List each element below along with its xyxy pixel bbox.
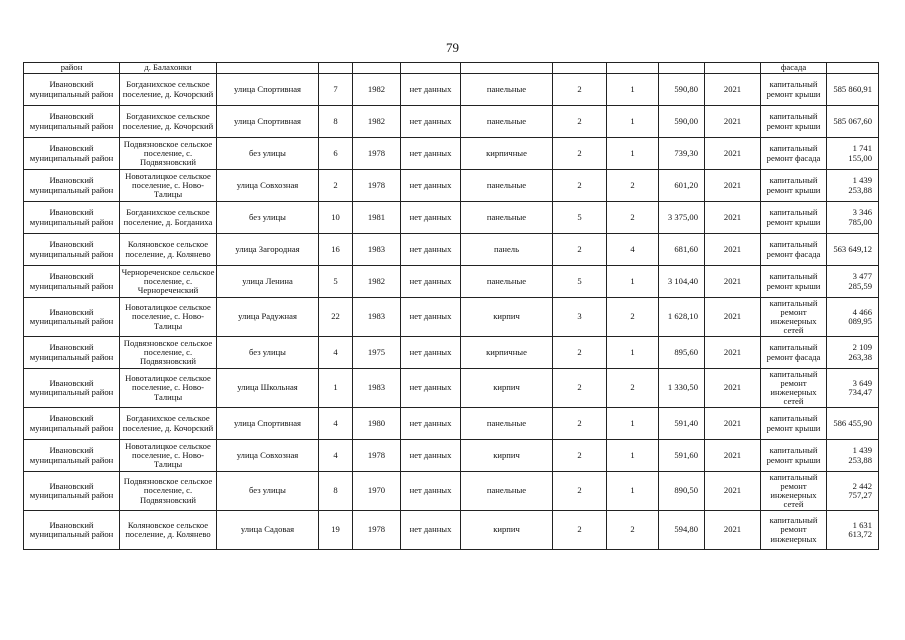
cell-cost: 3 649 734,47 (827, 369, 879, 408)
cell-entrances: 2 (607, 369, 659, 408)
cell-floors: 2 (553, 106, 607, 138)
cell-info: нет данных (401, 337, 461, 369)
cell-house-number: 4 (319, 408, 353, 440)
cell-entrances: 2 (607, 511, 659, 550)
cell-build-year: 1983 (353, 234, 401, 266)
cell-area: 895,60 (659, 337, 705, 369)
cell-settlement: Богданихское сельское поселение, д. Кочорский (120, 74, 217, 106)
cell-settlement: Коляновское сельское поселение, д. Колянево (120, 234, 217, 266)
cell-wall-material: панельные (461, 472, 553, 511)
cell-area: 590,00 (659, 106, 705, 138)
cell-info: нет данных (401, 298, 461, 337)
cell-area: 591,40 (659, 408, 705, 440)
cell-work-type: капитальный ремонт крыши (761, 440, 827, 472)
cell-plan-year: 2021 (705, 234, 761, 266)
cell-entrances: 1 (607, 337, 659, 369)
cell-wall-material: панельные (461, 106, 553, 138)
cell-wall-material: кирпичные (461, 138, 553, 170)
cell-wall-material: панельные (461, 202, 553, 234)
cell-house-number: 4 (319, 337, 353, 369)
cell-cost: 2 109 263,38 (827, 337, 879, 369)
cell-district: Ивановский муниципальный район (24, 74, 120, 106)
cell-entrances: 1 (607, 472, 659, 511)
cell-work-type: капитальный ремонт фасада (761, 337, 827, 369)
cell-plan-year: 2021 (705, 74, 761, 106)
cell-house-number: 8 (319, 106, 353, 138)
cell-wall-material: панель (461, 234, 553, 266)
table-row (24, 337, 879, 369)
cell-district: Ивановский муниципальный район (24, 266, 120, 298)
cell-district: Ивановский муниципальный район (24, 408, 120, 440)
cell-area: 739,30 (659, 138, 705, 170)
cell-info: нет данных (401, 440, 461, 472)
cell-info: нет данных (401, 234, 461, 266)
cell-build-year: 1970 (353, 472, 401, 511)
cell-info: нет данных (401, 74, 461, 106)
cell-settlement: Богданихское сельское поселение, д. Кочорский (120, 106, 217, 138)
cell-floors: 5 (553, 202, 607, 234)
cell-area: 594,80 (659, 511, 705, 550)
cell-build-year: 1978 (353, 440, 401, 472)
cell-work-type: капитальный ремонт крыши (761, 202, 827, 234)
cell-info: нет данных (401, 138, 461, 170)
cell-build-year: 1975 (353, 337, 401, 369)
cell-plan-year: 2021 (705, 298, 761, 337)
cell-work-type: капитальный ремонт крыши (761, 106, 827, 138)
cell-build-year: 1982 (353, 266, 401, 298)
cell-settlement: Новоталицкое сельское поселение, с. Ново-Талицы (120, 440, 217, 472)
cell-work-type: капитальный ремонт крыши (761, 74, 827, 106)
cell-work: фасада (761, 63, 827, 74)
table-row (24, 440, 879, 472)
cell-floors: 2 (553, 234, 607, 266)
cell-info: нет данных (401, 106, 461, 138)
cell-plan-year: 2021 (705, 408, 761, 440)
cell-house-number: 19 (319, 511, 353, 550)
cell-floors: 2 (553, 138, 607, 170)
cell-area: 591,60 (659, 440, 705, 472)
table-row (24, 138, 879, 170)
cell-district: Ивановский муниципальный район (24, 511, 120, 550)
cell-entrances: 2 (607, 298, 659, 337)
cell-build-year: 1980 (353, 408, 401, 440)
table-row (24, 266, 879, 298)
cell-plan-year: 2021 (705, 138, 761, 170)
cell-house-number: 8 (319, 472, 353, 511)
cell-entrances: 2 (607, 202, 659, 234)
cell-cost: 1 439 253,88 (827, 440, 879, 472)
cell-settlement: д. Балахонки (120, 63, 217, 74)
cell-street: улица Спортивная (217, 106, 319, 138)
cell-plan-year: 2021 (705, 472, 761, 511)
cell-settlement: Подвязновское сельское поселение, с. Подвязновский (120, 138, 217, 170)
cell-cost: 585 860,91 (827, 74, 879, 106)
cell-wall-material: кирпич (461, 369, 553, 408)
cell-work-type: капитальный ремонт крыши (761, 266, 827, 298)
cell-info: нет данных (401, 511, 461, 550)
cell-info: нет данных (401, 408, 461, 440)
cell-street: улица Садовая (217, 511, 319, 550)
cell-floors: 5 (553, 266, 607, 298)
cell-entrances: 2 (607, 170, 659, 202)
cell-house-number: 1 (319, 369, 353, 408)
cell-area: 1 330,50 (659, 369, 705, 408)
cell-work-type: капитальный ремонт инженерных (761, 511, 827, 550)
cell-area: 1 628,10 (659, 298, 705, 337)
cell-wall-material: кирпич (461, 511, 553, 550)
cell-floors: 2 (553, 337, 607, 369)
table-row (24, 408, 879, 440)
cell-area: 890,50 (659, 472, 705, 511)
cell-build-year: 1978 (353, 170, 401, 202)
cell-build-year: 1978 (353, 138, 401, 170)
cell-house-number: 2 (319, 170, 353, 202)
cell-cost: 4 466 089,95 (827, 298, 879, 337)
cell-build-year: 1983 (353, 369, 401, 408)
cell-wall-material: панельные (461, 266, 553, 298)
table-row (24, 472, 879, 511)
cell-plan-year: 2021 (705, 369, 761, 408)
cell-plan-year: 2021 (705, 440, 761, 472)
cell-cost: 1 741 155,00 (827, 138, 879, 170)
table-row (24, 106, 879, 138)
cell-settlement: Богданихское сельское поселение, д. Богданиха (120, 202, 217, 234)
cell-plan-year: 2021 (705, 202, 761, 234)
cell-area: 3 104,40 (659, 266, 705, 298)
cell-work-type: капитальный ремонт инженерных сетей (761, 369, 827, 408)
cell-wall-material: кирпич (461, 440, 553, 472)
cell-entrances: 1 (607, 138, 659, 170)
table-row-continued (24, 63, 879, 74)
cell-house-number: 16 (319, 234, 353, 266)
cell-street: улица Школьная (217, 369, 319, 408)
cell-wall-material: панельные (461, 74, 553, 106)
table-row (24, 202, 879, 234)
cell-settlement: Новоталицкое сельское поселение, с. Ново-Талицы (120, 369, 217, 408)
cell-area: 590,80 (659, 74, 705, 106)
cell-floors: 2 (553, 369, 607, 408)
cell-work-type: капитальный ремонт фасада (761, 234, 827, 266)
cell-settlement: Подвязновское сельское поселение, с. Подвязновский (120, 472, 217, 511)
cell-info: нет данных (401, 202, 461, 234)
cell-house-number: 7 (319, 74, 353, 106)
cell-wall-material: кирпич (461, 298, 553, 337)
table-row (24, 369, 879, 408)
cell-street: улица Спортивная (217, 408, 319, 440)
cell-area: 681,60 (659, 234, 705, 266)
cell-house-number: 6 (319, 138, 353, 170)
cell-build-year: 1978 (353, 511, 401, 550)
cell-work-type: капитальный ремонт крыши (761, 408, 827, 440)
cell-house-number: 4 (319, 440, 353, 472)
cell-build-year: 1982 (353, 106, 401, 138)
cell-floors: 2 (553, 472, 607, 511)
cell-district: Ивановский муниципальный район (24, 337, 120, 369)
cell-district: Ивановский муниципальный район (24, 202, 120, 234)
cell-area: 601,20 (659, 170, 705, 202)
cell-build-year: 1983 (353, 298, 401, 337)
cell-street: улица Ленина (217, 266, 319, 298)
cell-street: без улицы (217, 337, 319, 369)
cell-plan-year: 2021 (705, 266, 761, 298)
cell-work-type: капитальный ремонт крыши (761, 170, 827, 202)
cell-settlement: Коляновское сельское поселение, д. Колянево (120, 511, 217, 550)
cell-wall-material: панельные (461, 408, 553, 440)
cell-info: нет данных (401, 266, 461, 298)
cell-house-number: 5 (319, 266, 353, 298)
cell-cost: 2 442 757,27 (827, 472, 879, 511)
cell-street: без улицы (217, 202, 319, 234)
cell-district: Ивановский муниципальный район (24, 298, 120, 337)
table-row (24, 170, 879, 202)
cell-district: район (24, 63, 120, 74)
cell-street: улица Совхозная (217, 170, 319, 202)
cell-street: без улицы (217, 138, 319, 170)
cell-wall-material: панельные (461, 170, 553, 202)
cell-floors: 2 (553, 440, 607, 472)
cell-district: Ивановский муниципальный район (24, 472, 120, 511)
cell-work-type: капитальный ремонт фасада (761, 138, 827, 170)
cell-district: Ивановский муниципальный район (24, 369, 120, 408)
cell-district: Ивановский муниципальный район (24, 106, 120, 138)
cell-street: без улицы (217, 472, 319, 511)
cell-settlement: Подвязновское сельское поселение, с. Подвязновский (120, 337, 217, 369)
cell-cost: 3 477 285,59 (827, 266, 879, 298)
cell-entrances: 1 (607, 440, 659, 472)
cell-floors: 2 (553, 170, 607, 202)
cell-work-type: капитальный ремонт инженерных сетей (761, 472, 827, 511)
cell-settlement: Новоталицкое сельское поселение, с. Ново-Талицы (120, 298, 217, 337)
cell-entrances: 1 (607, 408, 659, 440)
cell-settlement: Богданихское сельское поселение, д. Кочорский (120, 408, 217, 440)
table-row (24, 234, 879, 266)
table-row (24, 511, 879, 550)
cell-cost: 586 455,90 (827, 408, 879, 440)
cell-entrances: 1 (607, 74, 659, 106)
cell-settlement: Чернореченское сельское поселение, с. Чернореченский (120, 266, 217, 298)
cell-floors: 2 (553, 511, 607, 550)
table-row (24, 298, 879, 337)
cell-entrances: 4 (607, 234, 659, 266)
cell-info: нет данных (401, 170, 461, 202)
table-row (24, 74, 879, 106)
cell-plan-year: 2021 (705, 511, 761, 550)
cell-build-year: 1981 (353, 202, 401, 234)
cell-cost: 585 067,60 (827, 106, 879, 138)
cell-floors: 3 (553, 298, 607, 337)
cell-area: 3 375,00 (659, 202, 705, 234)
cell-cost: 1 439 253,88 (827, 170, 879, 202)
cell-plan-year: 2021 (705, 170, 761, 202)
cell-street: улица Загородная (217, 234, 319, 266)
cell-street: улица Радужная (217, 298, 319, 337)
cell-cost: 1 631 613,72 (827, 511, 879, 550)
cell-work-type: капитальный ремонт инженерных сетей (761, 298, 827, 337)
cell-house-number: 22 (319, 298, 353, 337)
cell-info: нет данных (401, 369, 461, 408)
housing-repair-table (23, 62, 879, 550)
cell-house-number: 10 (319, 202, 353, 234)
cell-cost: 563 649,12 (827, 234, 879, 266)
cell-build-year: 1982 (353, 74, 401, 106)
page-number: 79 (446, 40, 459, 55)
cell-entrances: 1 (607, 266, 659, 298)
cell-floors: 2 (553, 408, 607, 440)
cell-district: Ивановский муниципальный район (24, 234, 120, 266)
cell-wall-material: кирпичные (461, 337, 553, 369)
cell-street: улица Спортивная (217, 74, 319, 106)
cell-street: улица Совхозная (217, 440, 319, 472)
cell-floors: 2 (553, 74, 607, 106)
cell-entrances: 1 (607, 106, 659, 138)
cell-district: Ивановский муниципальный район (24, 138, 120, 170)
cell-plan-year: 2021 (705, 106, 761, 138)
cell-plan-year: 2021 (705, 337, 761, 369)
cell-district: Ивановский муниципальный район (24, 440, 120, 472)
cell-cost: 3 346 785,00 (827, 202, 879, 234)
cell-settlement: Новоталицкое сельское поселение, с. Ново-Талицы (120, 170, 217, 202)
cell-info: нет данных (401, 472, 461, 511)
cell-district: Ивановский муниципальный район (24, 170, 120, 202)
